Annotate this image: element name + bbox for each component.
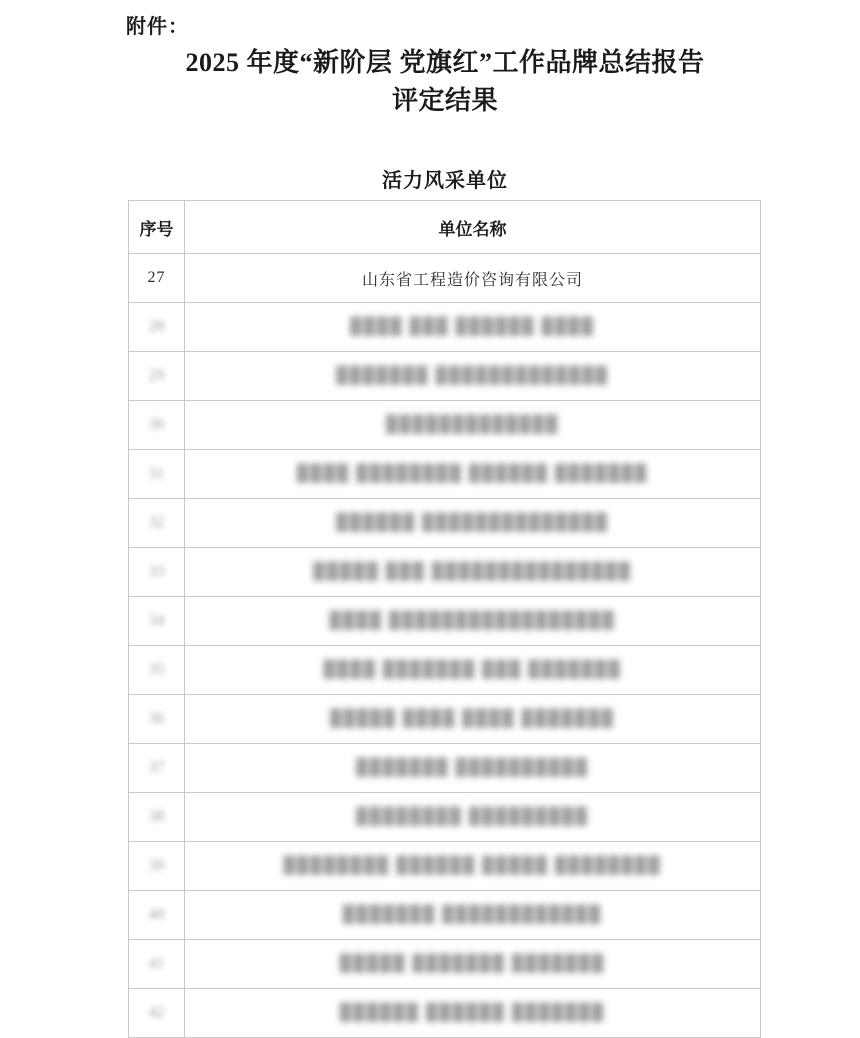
cell-index-value: 33 xyxy=(148,563,165,580)
cell-index xyxy=(129,744,185,793)
cell-index xyxy=(129,989,185,1038)
cell-index xyxy=(129,450,185,499)
cell-unit-name xyxy=(185,646,761,695)
cell-index xyxy=(129,499,185,548)
section-title: 活力风采单位 xyxy=(382,170,508,192)
cell-index-value: 30 xyxy=(148,416,165,433)
table-row xyxy=(129,891,761,940)
table-row xyxy=(129,989,761,1038)
cell-unit-name xyxy=(185,548,761,597)
cell-unit-name xyxy=(185,352,761,401)
cell-index xyxy=(129,548,185,597)
cell-unit-name-value: █████████████ xyxy=(385,416,560,433)
cell-unit-name-value: ███████ ██████████ xyxy=(356,759,589,776)
cell-index-value: 39 xyxy=(148,857,165,874)
cell-index xyxy=(129,940,185,989)
cell-index xyxy=(129,254,185,303)
cell-index xyxy=(129,597,185,646)
table-row xyxy=(129,499,761,548)
cell-index-value: 34 xyxy=(148,612,165,629)
cell-index-value: 31 xyxy=(148,465,165,482)
cell-unit-name-value: ████ ████████ ██████ ███████ xyxy=(296,465,649,482)
cell-index xyxy=(129,891,185,940)
cell-unit-name xyxy=(185,989,761,1038)
cell-unit-name xyxy=(185,940,761,989)
column-header-name: 单位名称 xyxy=(185,201,761,254)
cell-index-value: 35 xyxy=(148,661,165,678)
cell-index xyxy=(129,401,185,450)
cell-unit-name xyxy=(185,891,761,940)
cell-unit-name xyxy=(185,842,761,891)
cell-index-value: 38 xyxy=(148,808,165,825)
table-row xyxy=(129,548,761,597)
cell-index xyxy=(129,842,185,891)
cell-index-value: 28 xyxy=(148,318,165,335)
column-header-index: 序号 xyxy=(129,201,185,254)
table-row xyxy=(129,940,761,989)
table-row xyxy=(129,597,761,646)
page-title xyxy=(120,44,770,119)
cell-unit-name xyxy=(185,254,761,303)
cell-unit-name xyxy=(185,695,761,744)
table-row xyxy=(129,401,761,450)
cell-unit-name-value: ██████ ██████████████ xyxy=(336,514,609,531)
results-table xyxy=(128,200,761,1038)
cell-index-value: 40 xyxy=(148,906,165,923)
cell-index-value: 27 xyxy=(147,269,166,286)
cell-index xyxy=(129,303,185,352)
cell-unit-name-value: ███████ █████████████ xyxy=(336,367,609,384)
cell-unit-name-value: 山东省工程造价咨询有限公司 xyxy=(361,271,583,289)
cell-index-value: 29 xyxy=(148,367,165,384)
cell-index-value: 32 xyxy=(148,514,165,531)
table-row xyxy=(129,450,761,499)
cell-unit-name-value: ██████ ██████ ███████ xyxy=(339,1004,606,1021)
table-row xyxy=(129,254,761,303)
table-row xyxy=(129,352,761,401)
table-body xyxy=(129,254,761,1038)
cell-unit-name-value: █████ ███████ ███████ xyxy=(339,955,606,972)
cell-unit-name-value: █████ ███ ███████████████ xyxy=(313,563,632,580)
cell-index xyxy=(129,695,185,744)
cell-unit-name xyxy=(185,303,761,352)
cell-index xyxy=(129,352,185,401)
page-title-line-1: 2025 年度“新阶层 党旗红”工作品牌总结报告 xyxy=(185,48,705,77)
table-row xyxy=(129,695,761,744)
attachment-label: 附件： xyxy=(126,16,189,38)
cell-unit-name-value: ████ █████████████████ xyxy=(329,612,616,629)
table-row xyxy=(129,744,761,793)
cell-unit-name xyxy=(185,450,761,499)
table-row xyxy=(129,646,761,695)
cell-unit-name-value: ████████ █████████ xyxy=(356,808,589,825)
cell-unit-name-value: ███████ ████████████ xyxy=(342,906,603,923)
cell-unit-name-value: ████████ ██████ █████ ████████ xyxy=(283,857,662,874)
cell-unit-name xyxy=(185,401,761,450)
cell-index-value: 36 xyxy=(148,710,165,727)
cell-unit-name-value: ████ ███ ██████ ████ xyxy=(350,318,595,335)
table-header-row xyxy=(129,201,761,254)
cell-unit-name-value: █████ ████ ████ ███████ xyxy=(330,710,615,727)
table-row xyxy=(129,793,761,842)
cell-unit-name-value: ████ ███████ ███ ███████ xyxy=(323,661,622,678)
cell-index-value: 42 xyxy=(148,1004,165,1021)
table-row xyxy=(129,303,761,352)
cell-unit-name xyxy=(185,744,761,793)
cell-unit-name xyxy=(185,793,761,842)
page-title-line-2: 评定结果 xyxy=(391,85,498,115)
cell-unit-name xyxy=(185,499,761,548)
cell-index xyxy=(129,793,185,842)
cell-index xyxy=(129,646,185,695)
table-row xyxy=(129,842,761,891)
cell-unit-name xyxy=(185,597,761,646)
cell-index-value: 41 xyxy=(148,955,165,972)
cell-index-value: 37 xyxy=(148,759,165,776)
